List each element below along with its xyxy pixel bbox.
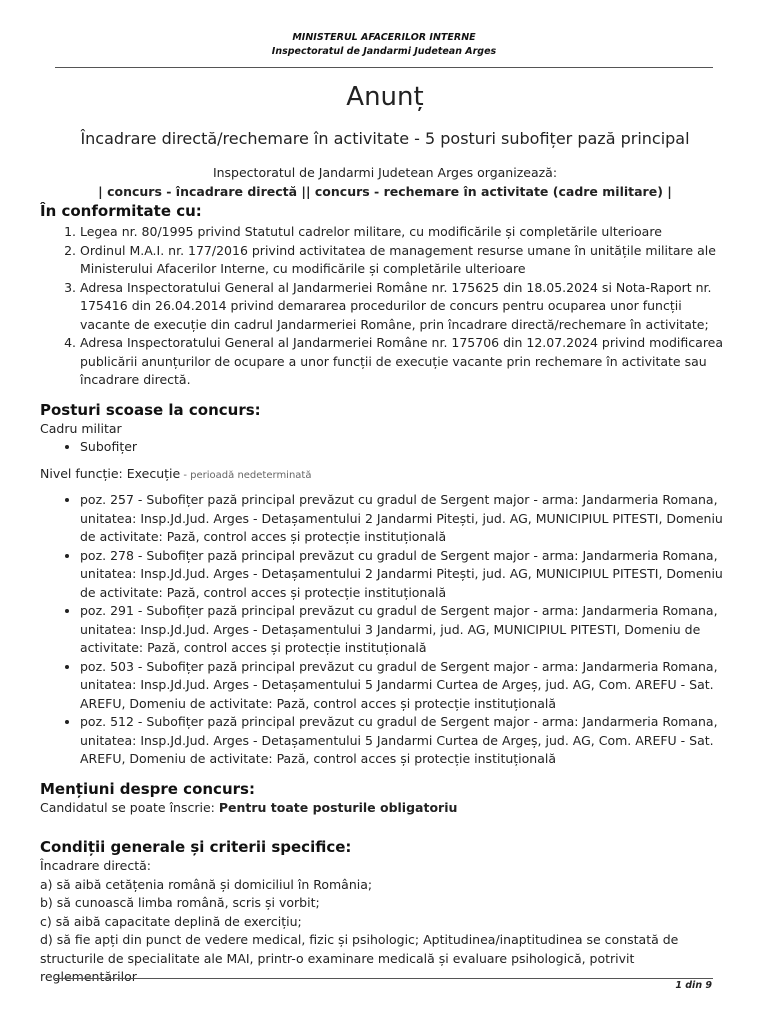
condition-line: c) să aibă capacitate deplină de exercițiu;	[40, 913, 302, 929]
mentions-label: Candidatul se poate înscrie:	[40, 799, 219, 815]
level-label: Nivel funcție: Execuție	[40, 465, 181, 481]
positions-list	[40, 491, 730, 769]
condition-line: b) să cunoască limba română, scris și vorbit;	[40, 895, 320, 910]
condition-line: a) să aibă cetățenia română și domiciliul în România;	[40, 876, 373, 892]
list-item: 4. Adresa Inspectoratului General al Jandarmeriei Române nr. 175706 din 12.07.2024 privind modificarea publicării anunțurilor de ocupare a unor funcții de execuție vacante prin rechemare în activitate sau încadrare directă.	[80, 334, 730, 390]
page-title: Anunț	[346, 82, 424, 112]
condition-line: d) să fie apți din punct de vedere medical, fizic și psihologic; Aptitudinea/inaptitudinea se constată de structurile de specialitate ale MAI, printr-o examinare medicală și evaluare psihologică, potrivit reglementărilor	[40, 932, 679, 984]
posts-heading: Posturi scoase la concurs:	[40, 400, 261, 419]
list-item: 1. Legea nr. 80/1995 privind Statutul cadrelor militare, cu modificările și completările ulterioare	[80, 223, 730, 242]
level-note: - perioadă nedeterminată	[180, 469, 312, 481]
list-item: 3. Adresa Inspectoratului General al Jandarmeriei Române nr. 175625 din 18.05.2024 si Nota-Raport nr. 175416 din 26.04.2014 privind demararea procedurilor de concurs pentru ocuparea unor funcții vacante de execuție din cadrul Jandarmeriei Române, prin încadrare directă/rechemare în activitate;	[80, 279, 730, 335]
mentions-value: Pentru toate posturile obligatoriu	[218, 799, 458, 815]
organizer-line: Inspectoratul de Jandarmi Judetean Arges organizează:	[212, 165, 558, 180]
condition-line: Încadrare directă:	[40, 858, 152, 873]
level-line	[40, 465, 730, 486]
category-list	[40, 438, 730, 457]
list-item: 2. Ordinul M.A.I. nr. 177/2016 privind activitatea de management resurse umane în unitățile militare ale Ministerului Afacerilor Interne, cu modificările și completările ulterioare	[80, 242, 730, 279]
staff-type: Cadru militar	[40, 420, 122, 436]
list-item: • poz. 257 - Subofițer pază principal prevăzut cu gradul de Sergent major - arma: Jandarmeria Romana, unitatea: Insp.Jd.Jud. Arges - Detașamentului 2 Jandarmi Pitești, jud. AG, MUNICIPIUL PITESTI, Domeniu de activitate: Pază, control acces și protecție instituțională	[80, 491, 730, 547]
page-number: 1 din 9	[675, 980, 712, 991]
mentions-line	[40, 799, 730, 818]
conformity-list	[40, 223, 730, 390]
ministry-name: MINISTERUL AFACERILOR INTERNE	[292, 32, 476, 43]
list-item: • poz. 291 - Subofițer pază principal prevăzut cu gradul de Sergent major - arma: Jandarmeria Romana, unitatea: Insp.Jd.Jud. Arges - Detașamentului 3 Jandarmi, jud. AG, MUNICIPIUL PITESTI, Domeniu de activitate: Pază, control acces și protecție instituțională	[80, 602, 730, 658]
mentions-heading: Mențiuni despre concurs:	[40, 779, 255, 798]
page-subtitle: Încadrare directă/rechemare în activitate - 5 posturi subofițer pază principal	[80, 129, 690, 148]
footer-divider	[55, 978, 713, 979]
list-item: • poz. 278 - Subofițer pază principal prevăzut cu gradul de Sergent major - arma: Jandarmeria Romana, unitatea: Insp.Jd.Jud. Arges - Detașamentului 2 Jandarmi Pitești, jud. AG, MUNICIPIUL PITESTI, Domeniu de activitate: Pază, control acces și protecție instituțională	[80, 547, 730, 603]
list-item: • poz. 512 - Subofițer pază principal prevăzut cu gradul de Sergent major - arma: Jandarmeria Romana, unitatea: Insp.Jd.Jud. Arges - Detașamentului 5 Jandarmi Curtea de Argeș, jud. AG, Com. AREFU - Sat. AREFU, Domeniu de activitate: Pază, control acces și protecție instituțională	[80, 713, 730, 769]
header-divider	[55, 67, 713, 68]
document-body	[40, 74, 730, 987]
list-item: • Subofițer	[80, 438, 730, 457]
list-item: • poz. 503 - Subofițer pază principal prevăzut cu gradul de Sergent major - arma: Jandarmeria Romana, unitatea: Insp.Jd.Jud. Arges - Detașamentului 5 Jandarmi Curtea de Argeș, jud. AG, Com. AREFU - Sat. AREFU, Domeniu de activitate: Pază, control acces și protecție instituțională	[80, 658, 730, 714]
page-header	[0, 0, 768, 59]
contest-types: | concurs - încadrare directă || concurs - rechemare în activitate (cadre militare) |	[98, 184, 672, 199]
conditions-heading: Condiții generale și criterii specifice:	[40, 838, 352, 856]
institution-name: Inspectoratul de Jandarmi Judetean Arges	[271, 46, 497, 57]
conformity-heading: În conformitate cu:	[40, 202, 202, 220]
